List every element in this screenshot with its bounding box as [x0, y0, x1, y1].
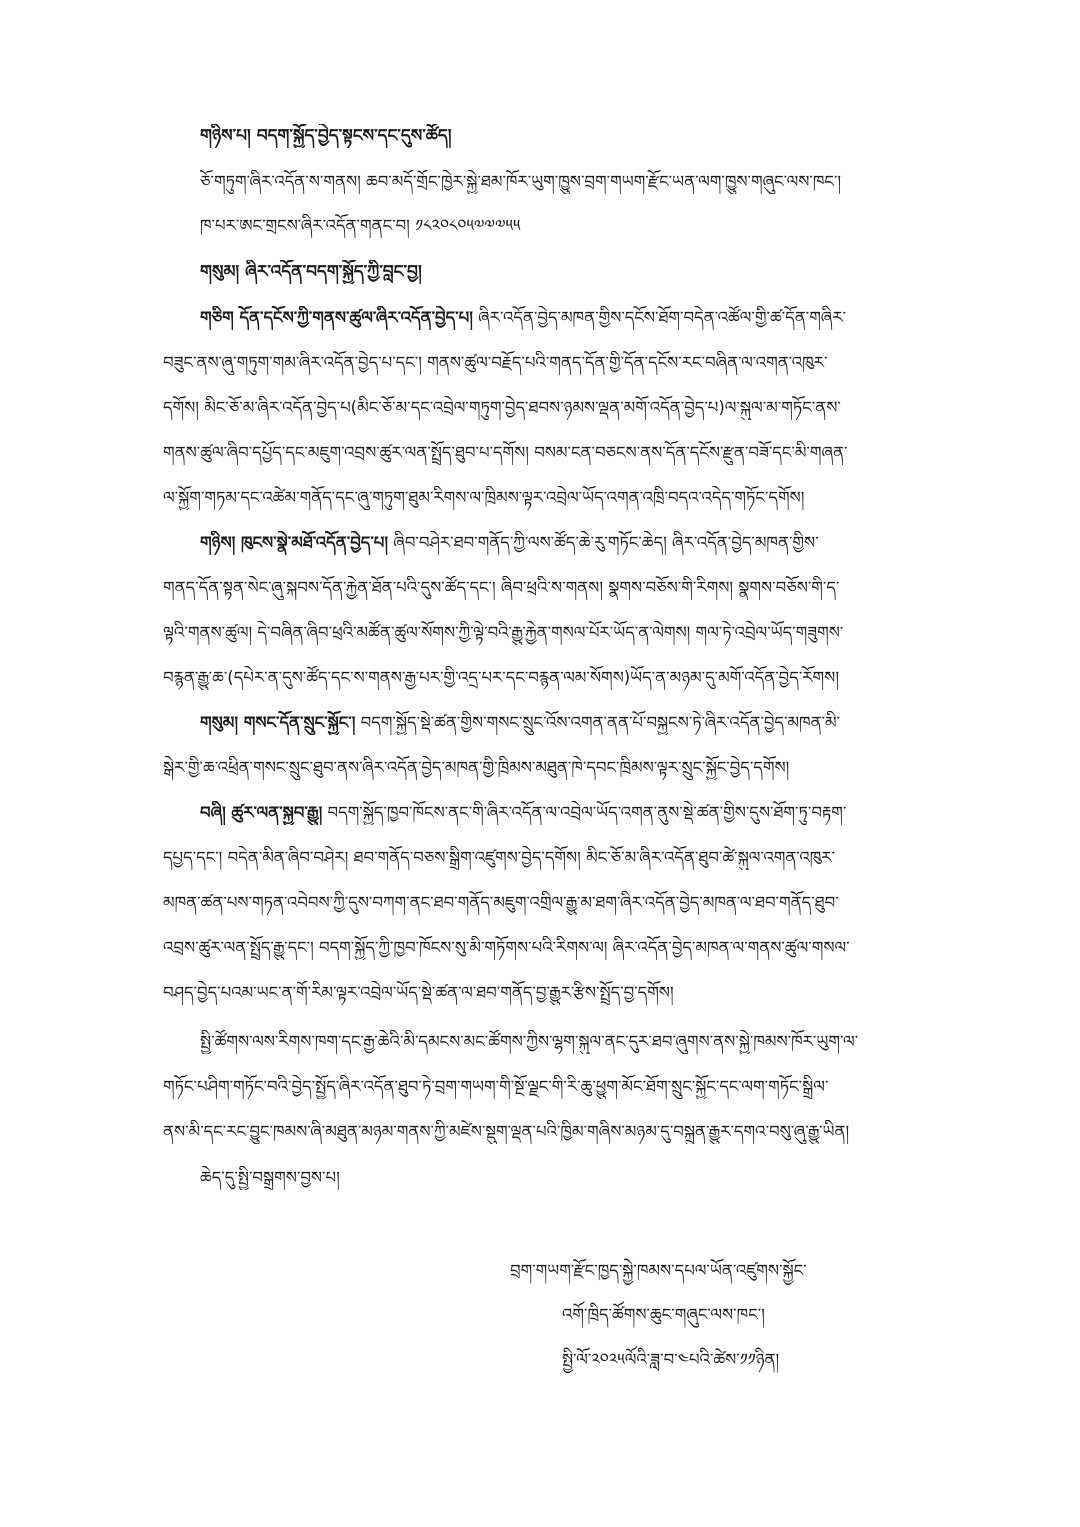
item1-title: གཅིག དོན་དངོས་ཀྱི་གནས་ཚུལ་ཞིར་འདོན་བྱེད་པ། [200, 308, 473, 327]
section2-line2: ཁ་པར་ཨང་གྲངས་ཞིར་འདོན་གནང་བ། ༡༨༢༠༨༠༥༧༧༧༥༥ [200, 216, 521, 235]
item2-line: བརྙན་རྒྱུ་ཆ་(དཔེར་ན་དུས་ཚོད་དང་ས་གནས་རྒྱ་པར་གྱི་འདྲ་པར་དང་བརྙན་ལམ་སོགས)ཡོད་ན་མཉམ་དུ་མགོ་འདོན་བྱེད་རོགས། [163, 668, 839, 687]
item2-line: གནད་དོན་སྟན་སེང་ཞུ་སྐབས་དོན་རྐྱེན་ཐོན་པའི་དུས་ཚོད་དང་། ཞིབ་ཕྲའི་ས་གནས། སྣགས་བཅོས་གི་རིགས། སྣགས་བཅོས་གི་ད་ [163, 578, 840, 597]
closing-line: སྤྱི་ཚོགས་ལས་རིགས་ཁག་དང་རྒྱ་ཆེའི་མི་དམངས་མང་ཚོགས་ཀྱིས་ལྷག་སྐུལ་ནང་དུར་ཐབ་ཞུགས་ནས་སྐྱེ་ཁམས་ཁོར་ཡུག་ལ་ [200, 1032, 859, 1051]
item2-title: གཉིས། ཁུངས་སྣེ་མཐོ་འདོན་བྱེད་པ། [200, 533, 389, 552]
item3-text: བདག་སྐྱོད་སྡེ་ཚན་གྱིས་གསང་སྲུང་འོས་འགན་ནན་པོ་བསྐྱངས་ཏེ་ཞིར་འདོན་བྱེད་མཁན་མི་ [360, 713, 841, 732]
item4-text: བདག་སྐྱོད་ཁྱབ་ཁོངས་ནང་གི་ཞིར་འདོན་ལ་འབྲེལ་ཡོད་འགན་ནུས་སྡེ་ཚན་གྱིས་དུས་ཐོག་ཏུ་བརྟག་ [327, 803, 847, 822]
item4-first-line [200, 801, 918, 825]
closing-line: ནས་མི་དང་རང་བྱུང་ཁམས་ཞི་མཐུན་མཉམ་གནས་ཀྱི་མཛེས་སྡུག་ལྡན་པའི་ཁྱིམ་གཞིས་མཉམ་དུ་བསྐྲུན་རྒྱུར་དགའ་བསུ་ཞུ་རྒྱུ་ཡིན། [163, 1122, 850, 1141]
item4-line: མཁན་ཚན་པས་གཏན་འབེབས་ཀྱི་དུས་བཀག་ནང་ཐབ་གནོད་མཇུག་འགྲིལ་རྒྱུ་མ་ཐག་ཞིར་འདོན་བྱེད་མཁན་ལ་ཐབ་གནོད་ཐུབ་ [163, 893, 839, 912]
item1-line: ལ་སྐྱོག་གཏམ་དང་འཚེམ་གནོད་དང་ཞུ་གཏུག་ཐུམ་རིགས་ལ་ཁྲིམས་ལྟར་འབྲེལ་ཡོད་འགན་འཁྲི་བདའ་འདེད་གཏོང་དགོས། [163, 488, 805, 507]
section2-heading: གཉིས་པ། བདག་སྐྱོད་བྱེད་སྟངས་དང་དུས་ཚོད། [200, 126, 452, 146]
item3-first-line [200, 711, 918, 735]
item2-text: ཞིབ་བཤེར་ཐབ་གནོད་ཀྱི་ལས་ཚོད་ཆེ་རུ་གཏོང་ཆེད། ཞིར་འདོན་བྱེད་མཁན་གྱིས་ [393, 533, 819, 552]
signature-org: བྲག་གཡག་རྫོང་ཁྱད་སྐྱེ་ཁམས་དཔལ་ཡོན་འཛུགས་སྐྱོང་ [510, 1261, 807, 1280]
item4-line: དཔྱད་དང་། བདེན་མིན་ཞིབ་བཤེར། ཐབ་གནོད་བཅས་སྒྲིག་འཛུགས་བྱེད་དགོས། མིང་ཅོ་མ་ཞིར་འདོན་ཐུབ་ཚེ་སྐུལ་འགན་འཁུར་ [163, 848, 836, 867]
item2-line: ལྟའི་གནས་ཚུལ། དེ་བཞིན་ཞིབ་ཕྲའི་མཚོན་ཚུལ་སོགས་ཀྱི་ལྟེ་བའི་རྒྱུ་རྐྱེན་གསལ་པོར་ཡོད་ན་ལེགས། གལ་ཏེ་འབྲེལ་ཡོད་གཟུགས་ [163, 623, 844, 642]
item3-line: སྒེར་གྱི་ཆ་འཕྲིན་གསང་སྲུང་ཐུབ་ནས་ཞིར་འདོན་བྱེད་མཁན་གྱི་ཁྲིམས་མཐུན་ཁེ་དབང་ཁྲིམས་ལྟར་སྲུང་སྐྱོང་བྱེད་དགོས། [163, 758, 790, 777]
signature-office: འགོ་ཁྲིད་ཚོགས་ཆུང་གཞུང་ལས་ཁང་། [562, 1305, 765, 1324]
section2-line1: ཅོ་གཏུག་ཞིར་འདོན་ས་གནས། ཆབ་མདོ་གྲོང་ཁྱེར་སྐྱེ་ཐམ་ཁོར་ཡུག་ཁྱུས་བྲག་གཡག་རྫོང་ཡན་ལག་ཁྱུས་གཞུང་ལས་ཁང་། [200, 172, 842, 191]
closing-announcement: ཆེད་དུ་སྤྱི་བསྒྲགས་བྱས་པ། [200, 1168, 340, 1187]
closing-line: གཏོང་པཤིག་གཏོང་བའི་བྱེད་སྤྱོད་ཞིར་འདོན་ཐུབ་ཏེ་བྲག་གཡག་གི་སྔོ་ལྗང་གི་རི་ཆུ་ཕྱུག་མོང་ཐོག་སྲུང་སྐྱོང་དང་ལག་གཏོང་སྒྲིལ་ [163, 1077, 829, 1096]
item2-first-line [200, 531, 918, 555]
item1-line: གནས་ཚུལ་ཞིབ་དཔྱོད་དང་མཇུག་འབྲས་ཚུར་ལན་སྤྲོད་ཐུབ་པ་དགོས། བསམ་ངན་བཅངས་ནས་དོན་དངོས་རྫུན་བཟོ་དང་མི་གཞན་ [163, 443, 848, 462]
item1-text: ཞིར་འདོན་བྱེད་མཁན་གྱིས་དངོས་ཐོག་བདེན་འཚོལ་གྱི་ཚ་དོན་གཞིར་ [478, 308, 847, 327]
item4-line: འབྲས་ཚུར་ལན་སྤྲོད་རྒྱུ་དང་། བདག་སྐྱོད་ཀྱི་ཁྱབ་ཁོངས་སུ་མི་གཏོགས་པའི་རིགས་ལ། ཞིར་འདོན་བྱེད་མཁན་ལ་གནས་ཚུལ་གསལ་ [163, 938, 850, 957]
item1-line: བཟུང་ནས་ཞུ་གཏུག་གམ་ཞིར་འདོན་བྱེད་པ་དང་། གནས་ཚུལ་བརྗོད་པའི་གནད་དོན་གྱི་དོན་དངོས་རང་བཞིན་ལ་འགན་འཁུར་ [163, 353, 828, 372]
signature-date: སྤྱི་ལོ་༢༠༢༥ལོའི་ཟླ་བ་༤པའི་ཚེས་༡༡ཉིན། [562, 1350, 780, 1369]
item1-first-line [200, 306, 918, 330]
item4-title: བཞི། ཚུར་ལན་སྐྱབ་རྒྱུ། [200, 803, 323, 822]
item3-title: གསུམ། གསང་དོན་སྲུང་སྐྱོང་། [200, 713, 356, 732]
item4-line: བཤད་བྱེད་པའམ་ཡང་ན་གོ་རིམ་ལྟར་འབྲེལ་ཡོད་སྡེ་ཚན་ལ་ཐབ་གནོད་བྱ་རྒྱུར་རྩིས་སྤྲོད་བྱ་དགོས། [163, 983, 674, 1002]
section3-heading: གསུམ། ཞིར་འདོན་བདག་སྐྱོད་ཀྱི་བླང་བྱ། [200, 262, 422, 282]
item1-line: དགོས། མིང་ཅོ་མ་ཞིར་འདོན་བྱེད་པ(མིང་ཅོ་མ་དང་འབྲེལ་གཏུག་བྱེད་ཐབས་ཉམས་ལྡན་མགོ་འདོན་བྱེད་པ)ལ་སྐུལ་མ་གཏོང་ནས་ [163, 398, 841, 417]
